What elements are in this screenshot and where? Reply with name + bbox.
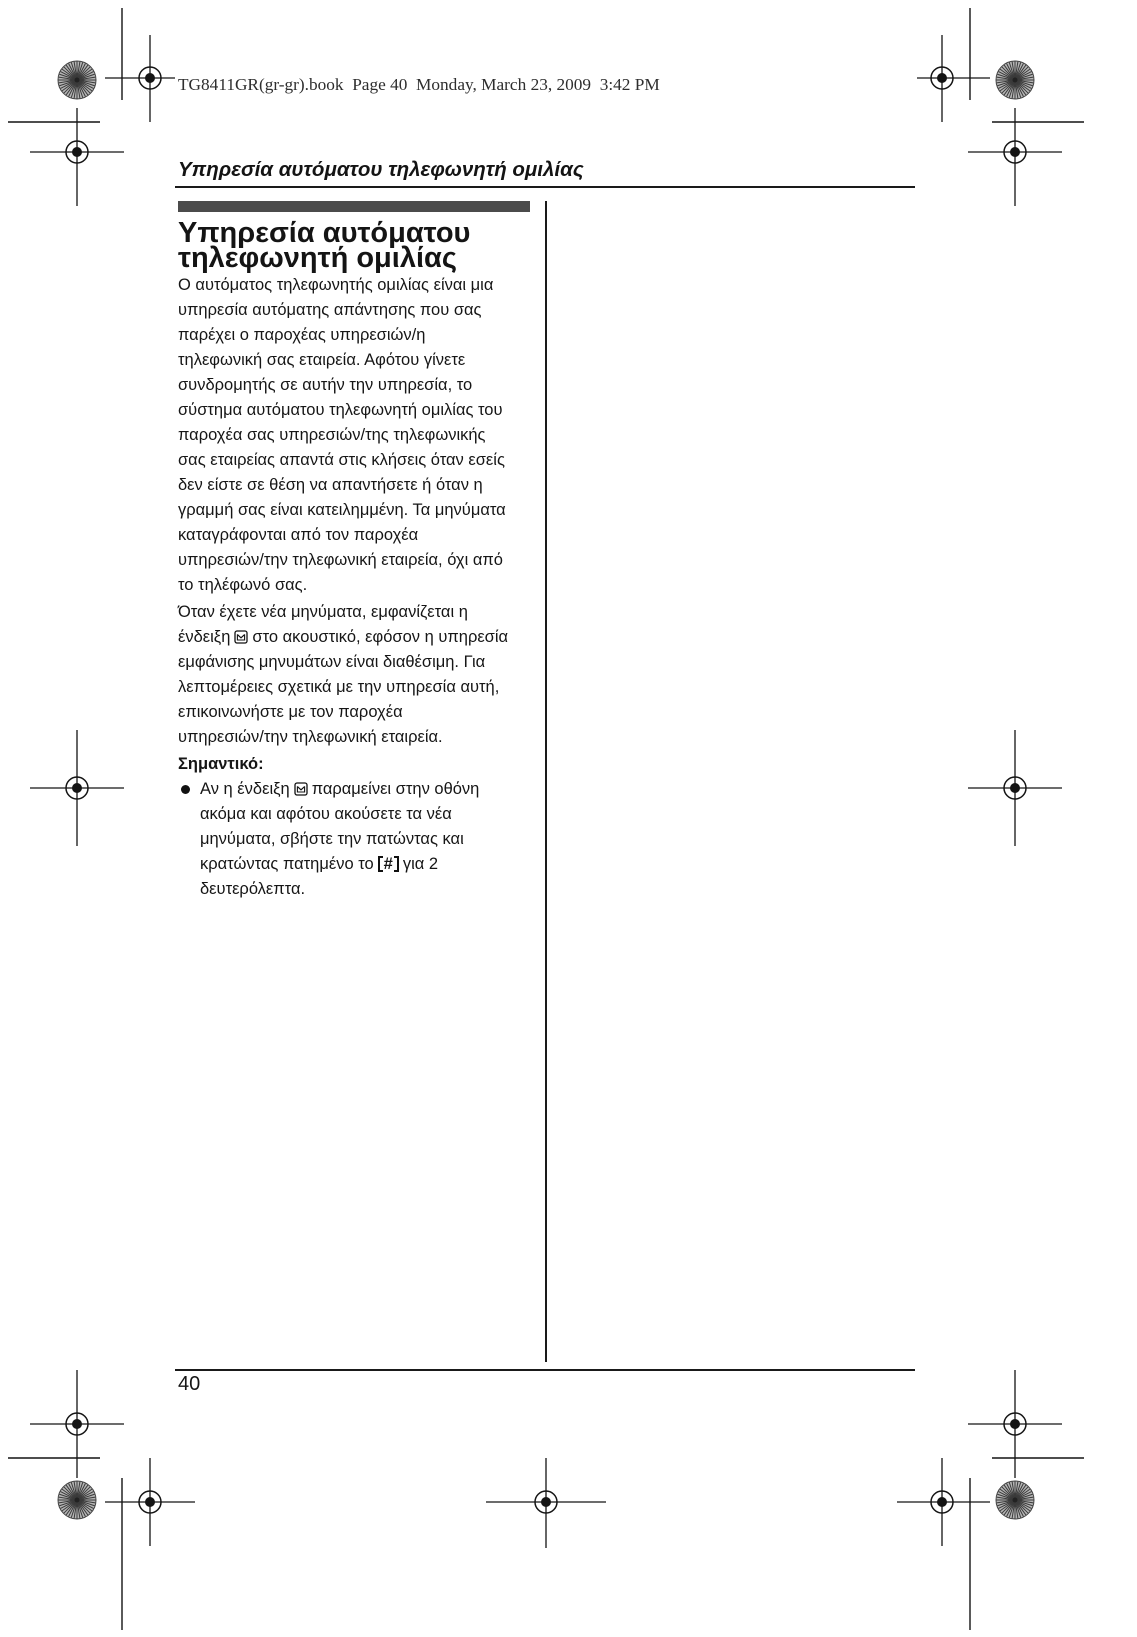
target-center — [72, 1419, 82, 1429]
section-bar — [178, 201, 530, 212]
color-calibration-wheel — [996, 61, 1034, 99]
important-bullet-item — [178, 777, 540, 902]
paragraph-line: το τηλέφωνό σας. — [178, 576, 308, 594]
important-heading: Σημαντικό: — [178, 755, 264, 773]
paragraph-line: τηλεφωνική σας εταιρεία. Αφότου γίνετε — [178, 351, 466, 369]
bullet-line: μηνύματα, σβήστε την πατώντας και — [200, 830, 464, 848]
article-title-line: τηλεφωνητή ομιλίας — [178, 242, 457, 274]
color-calibration-wheel — [58, 61, 96, 99]
registration-target — [968, 1370, 1062, 1478]
text-after-icon: παραμείνει στην οθόνη — [311, 780, 480, 798]
paragraph-line: σύστημα αυτόματου τηλεφωνητή ομιλίας του — [178, 401, 503, 419]
registration-target — [968, 730, 1062, 846]
hash-key-icon: # — [378, 855, 399, 873]
wheel-center — [1013, 78, 1018, 83]
bullet-dot — [181, 785, 190, 794]
registration-target — [105, 35, 175, 122]
target-center — [541, 1497, 551, 1507]
paragraph-line: παρέχει ο παροχέας υπηρεσιών/η — [178, 326, 426, 344]
text-after-icon: στο ακουστικό, εφόσον η υπηρεσία — [252, 628, 509, 646]
paragraph-line: υπηρεσιών/την τηλεφωνική εταιρεία, όχι από — [178, 551, 503, 569]
target-center — [937, 1497, 947, 1507]
article — [178, 217, 540, 902]
article-title-line: Υπηρεσία αυτόματου — [178, 217, 471, 249]
paragraph-line: επικοινωνήστε με τον παροχέα — [178, 703, 403, 721]
running-header-title: Υπηρεσία αυτόματου τηλεφωνητή ομιλίας — [178, 158, 584, 181]
paragraph-message-indicator — [178, 600, 540, 750]
text-before-key: κρατώντας πατημένο το — [200, 855, 374, 873]
wheel-center — [1013, 1498, 1018, 1503]
wheel-center — [75, 78, 80, 83]
paragraph-line: γραμμή σας είναι κατειλημμένη. Τα μηνύματα — [178, 501, 506, 519]
page-number: 40 — [178, 1373, 201, 1395]
paragraph-line: Όταν έχετε νέα μηνύματα, εμφανίζεται η — [178, 603, 468, 621]
target-center — [1010, 147, 1020, 157]
footer-rule — [175, 1369, 915, 1371]
bullet-line: ακόμα και αφότου ακούσετε τα νέα — [200, 805, 452, 823]
registration-target — [30, 1370, 124, 1478]
target-center — [1010, 1419, 1020, 1429]
paragraph-line: εμφάνισης μηνυμάτων είναι διαθέσιμη. Για — [178, 653, 486, 671]
target-center — [145, 73, 155, 83]
paragraph-line: Ο αυτόματος τηλεφωνητής ομιλίας είναι μια — [178, 276, 494, 294]
target-center — [72, 783, 82, 793]
registration-target — [30, 730, 124, 846]
paragraph-line: παροχέα σας υπηρεσιών/της τηλεφωνικής — [178, 426, 486, 444]
wheel-center — [75, 1498, 80, 1503]
registration-target — [486, 1458, 606, 1548]
target-center — [145, 1497, 155, 1507]
color-calibration-wheel — [58, 1481, 96, 1519]
paragraph-line: λεπτομέρειες σχετικά με την υπηρεσία αυτή, — [178, 678, 500, 696]
bullet-line — [200, 777, 540, 802]
target-center — [72, 147, 82, 157]
paragraph-line — [178, 625, 540, 650]
paragraph-line: δεν είστε σε θέση να απαντήσετε ή όταν η — [178, 476, 483, 494]
target-center — [1010, 783, 1020, 793]
text-after-key: για 2 — [402, 855, 439, 873]
column-divider — [545, 201, 547, 1362]
text-before-icon: Αν η ένδειξη — [200, 780, 290, 798]
text-before-icon: ένδειξη — [178, 628, 231, 646]
header-rule — [175, 186, 915, 188]
registration-target — [897, 1458, 990, 1546]
paragraph-line: υπηρεσία αυτόματης απάντησης που σας — [178, 301, 482, 319]
paragraph-line: σας εταιρείας απαντά στις κλήσεις όταν εσείς — [178, 451, 505, 469]
paragraph-intro — [178, 273, 540, 598]
message-indicator-icon — [294, 782, 308, 796]
registration-target — [917, 35, 990, 122]
article-title — [178, 217, 540, 274]
target-center — [937, 73, 947, 83]
message-indicator-icon — [234, 630, 248, 644]
bullet-line — [200, 852, 540, 877]
paragraph-line: υπηρεσιών/την τηλεφωνική εταιρεία. — [178, 728, 443, 746]
registration-target — [105, 1458, 195, 1546]
color-calibration-wheel — [996, 1481, 1034, 1519]
paragraph-line: συνδρομητής σε αυτήν την υπηρεσία, το — [178, 376, 473, 394]
print-slug: TG8411GR(gr-gr).book Page 40 Monday, March 23, 2009 3:42 PM — [178, 75, 660, 94]
paragraph-line: καταγράφονται από τον παροχέα — [178, 526, 419, 544]
bullet-line: δευτερόλεπτα. — [200, 880, 306, 898]
